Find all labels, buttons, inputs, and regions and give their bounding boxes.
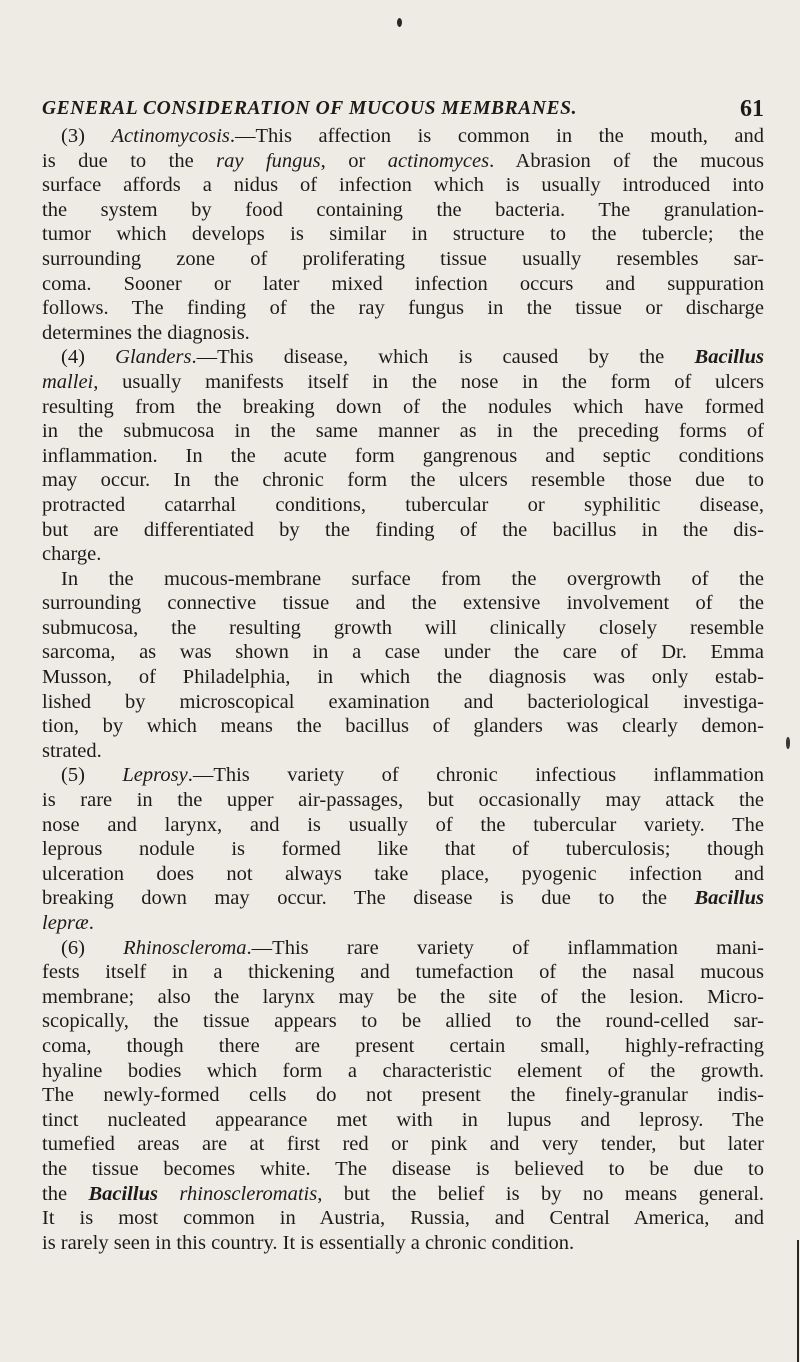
text-line [42, 911, 764, 936]
text-line [42, 419, 764, 444]
text-line [42, 1182, 764, 1207]
text-segment: . Abrasion of the mucous [489, 149, 764, 172]
text-line [42, 321, 764, 346]
text-segment: (5) [61, 764, 123, 787]
text-segment: rhinoscleromatis [179, 1182, 318, 1205]
text-segment: leprous nodule is formed like that of tuberculosis; though [42, 838, 764, 861]
text-segment: Bacillus [694, 887, 764, 910]
text-segment: determines the diagnosis. [42, 321, 250, 344]
text-line [42, 1157, 764, 1182]
text-segment: actinomyces [387, 149, 490, 172]
text-line [42, 247, 764, 272]
text-segment: , but the belief is by no means general. [317, 1182, 765, 1205]
text-segment: Bacillus [694, 346, 765, 369]
text-segment: Bacillus [88, 1182, 158, 1205]
text-segment: . [88, 912, 94, 934]
text-line [42, 936, 764, 961]
text-segment: the [42, 1182, 89, 1205]
text-segment: , usually manifests itself in the nose in the form of ulcers [93, 370, 764, 393]
page-spot-mark [397, 18, 402, 27]
text-line [42, 714, 764, 739]
text-line [42, 1231, 764, 1256]
text-segment: protracted catarrhal conditions, tubercular or syphilitic disease, [42, 493, 764, 516]
text-segment: (3) [61, 125, 112, 147]
text-segment: Glanders [115, 346, 192, 369]
text-segment: Rhinoscleroma [123, 936, 247, 959]
text-line [42, 370, 764, 395]
text-line [42, 886, 764, 911]
text-line [42, 862, 764, 887]
text-segment: surface affords a nidus of infection which is usually introduced into [42, 174, 764, 197]
page-number: 61 [740, 96, 764, 122]
text-segment: the system by food containing the bacteria. The granulation- [42, 198, 764, 221]
text-segment: is rarely seen in this country. It is essentially a chronic condition. [42, 1231, 575, 1254]
text-segment: the tissue becomes white. The disease is believed to be due to [42, 1157, 764, 1180]
text-line [42, 1206, 764, 1231]
page-edge-line [797, 1240, 799, 1362]
text-segment: is due to the [42, 149, 217, 172]
text-segment: ulceration does not always take place, pyogenic infection and [42, 862, 764, 885]
text-segment: may occur. In the chronic form the ulcers resemble those due to [42, 469, 764, 492]
text-line [42, 272, 764, 297]
text-line [42, 493, 764, 518]
running-title: GENERAL CONSIDERATION OF MUCOUS MEMBRANES. [42, 98, 578, 119]
text-line [42, 1059, 764, 1084]
text-line [42, 690, 764, 715]
text-segment: mallei [42, 370, 94, 393]
text-segment: strated. [42, 739, 102, 762]
text-segment: ray fungus [216, 149, 321, 172]
text-line [42, 395, 764, 420]
text-line [42, 345, 764, 370]
text-line [42, 1083, 764, 1108]
text-line [42, 665, 764, 690]
text-line [42, 591, 764, 616]
text-segment: sarcoma, as was shown in a case under the care of Dr. Emma [42, 641, 764, 664]
text-segment: .—This affection is common in the mouth, and [229, 125, 764, 147]
text-segment: It is most common in Austria, Russia, and Central America, and [42, 1207, 764, 1230]
text-line [42, 788, 764, 813]
text-segment: is rare in the upper air-passages, but occasionally may attack the [42, 789, 764, 812]
text-segment: lepræ [42, 912, 89, 934]
text-segment: surrounding zone of proliferating tissue usually resembles sar- [42, 247, 764, 270]
text-segment: charge. [42, 543, 102, 566]
text-segment: , or [320, 149, 388, 172]
text-line [42, 616, 764, 641]
text-segment: inflammation. In the acute form gangrenous and septic conditions [42, 444, 764, 467]
text-line [42, 518, 764, 543]
text-line [42, 1108, 764, 1133]
text-segment: lished by microscopical examination and bacteriological investiga- [42, 690, 764, 713]
text-line [42, 1132, 764, 1157]
text-segment: Actinomycosis [111, 125, 230, 147]
text-segment: Musson, of Philadelphia, in which the diagnosis was only estab- [42, 666, 764, 689]
text-segment: fests itself in a thickening and tumefaction of the nasal mucous [42, 961, 764, 984]
text-line [42, 444, 764, 469]
text-segment: resulting from the breaking down of the nodules which have formed [42, 395, 764, 418]
text-segment: Leprosy [122, 764, 188, 787]
text-line [42, 124, 764, 149]
text-line [42, 640, 764, 665]
text-segment: tion, by which means the bacillus of glanders was clearly demon- [42, 715, 764, 738]
text-line [42, 763, 764, 788]
text-segment: The newly-formed cells do not present the finely-granular indis- [42, 1084, 764, 1107]
text-segment: .—This variety of chronic infectious inflammation [187, 764, 764, 787]
text-line [42, 173, 764, 198]
text-segment: coma. Sooner or later mixed infection occurs and suppuration [42, 272, 764, 295]
text-line [42, 296, 764, 321]
text-line [42, 468, 764, 493]
text-segment [158, 1183, 179, 1205]
text-line [42, 813, 764, 838]
text-segment: membrane; also the larynx may be the site of the lesion. Micro- [42, 985, 764, 1008]
text-line [42, 985, 764, 1010]
text-line [42, 567, 764, 592]
text-line [42, 1034, 764, 1059]
text-segment: nose and larynx, and is usually of the tubercular variety. The [42, 813, 764, 836]
text-segment: tinct nucleated appearance met with in lupus and leprosy. The [42, 1108, 764, 1131]
text-line [42, 837, 764, 862]
text-segment: surrounding connective tissue and the extensive involvement of the [42, 592, 764, 615]
text-line [42, 739, 764, 764]
text-segment: submucosa, the resulting growth will clinically closely resemble [42, 616, 764, 639]
text-segment: tumefied areas are at first red or pink and very tender, but later [42, 1133, 764, 1156]
text-line [42, 1009, 764, 1034]
text-segment: in the submucosa in the same manner as in the preceding forms of [42, 420, 764, 443]
body-text [42, 124, 764, 1255]
text-segment: breaking down may occur. The disease is due to the [42, 887, 695, 910]
text-segment: .—This disease, which is caused by the [191, 346, 695, 369]
text-line [42, 149, 764, 174]
text-segment: (4) [61, 346, 116, 369]
text-line [42, 222, 764, 247]
text-segment: (6) [61, 936, 124, 959]
text-line [42, 960, 764, 985]
text-segment: In the mucous-membrane surface from the overgrowth of the [61, 567, 764, 590]
text-line [42, 542, 764, 567]
text-segment: tumor which develops is similar in structure to the tubercle; the [42, 223, 764, 246]
text-segment: scopically, the tissue appears to be allied to the round-celled sar- [42, 1010, 764, 1033]
text-segment: follows. The finding of the ray fungus in the tissue or discharge [42, 297, 764, 320]
text-segment: but are differentiated by the finding of the bacillus in the dis- [42, 518, 764, 541]
text-segment: coma, though there are present certain small, highly-refracting [42, 1034, 764, 1057]
text-segment: hyaline bodies which form a characteristic element of the growth. [42, 1059, 764, 1082]
text-segment: .—This rare variety of inflammation mani- [246, 936, 765, 959]
text-line [42, 198, 764, 223]
margin-ink-mark [786, 737, 790, 749]
